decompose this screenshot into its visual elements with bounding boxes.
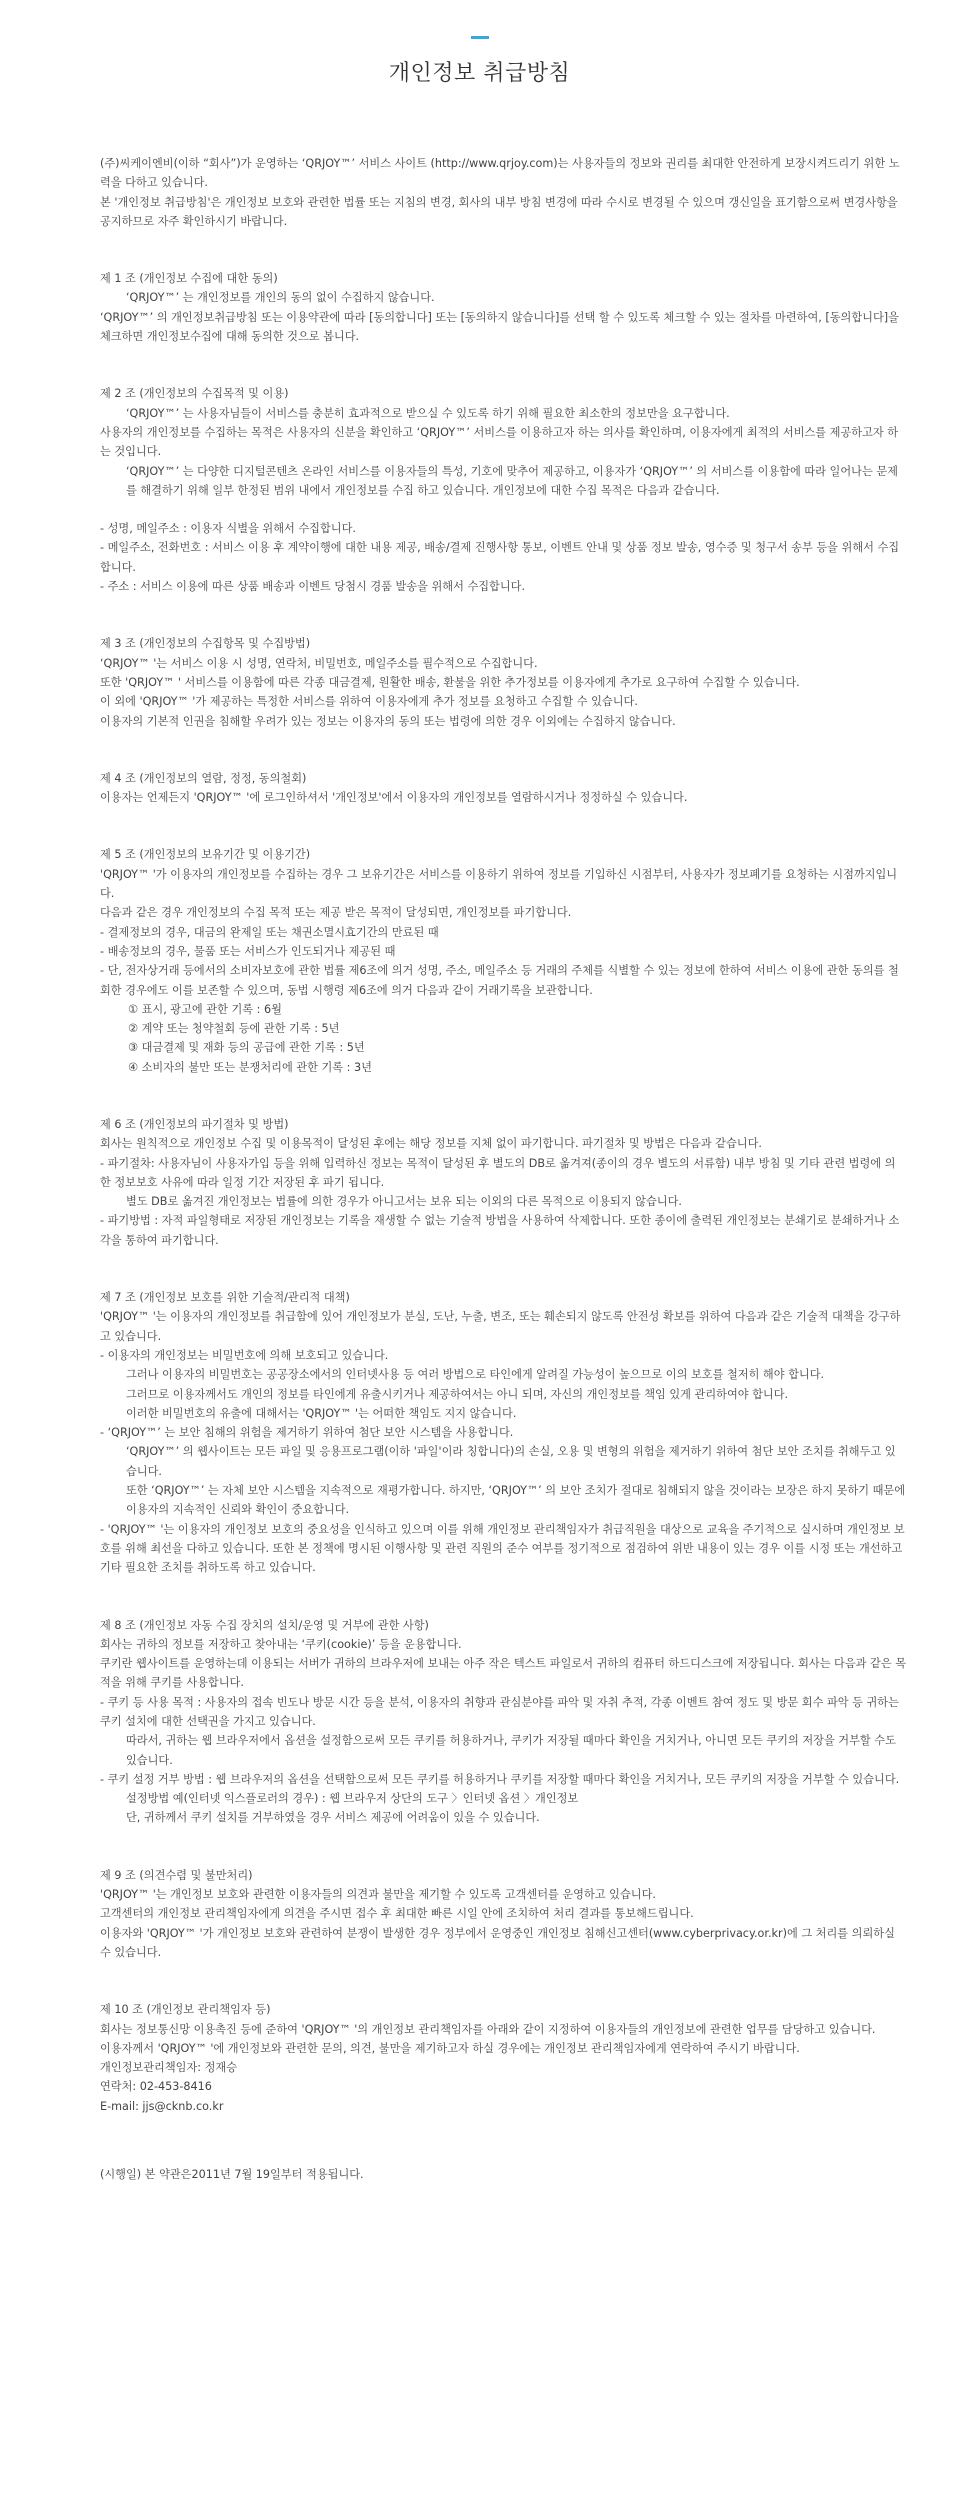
manager-email: E-mail: jjs@cknb.co.kr [100, 2099, 224, 2113]
article-text: 회사는 원칙적으로 개인정보 수집 및 이용목적이 달성된 후에는 해당 정보를 지체 없이 파기합니다. 파기절차 및 방법은 다음과 같습니다. [100, 1137, 762, 1151]
retention-item: ③ 대금결제 및 재화 등의 공급에 관한 기록 : 5년 [128, 1041, 365, 1055]
article-9 [100, 1847, 906, 1962]
article-text: 'QRJOY™ '는 이용자의 개인정보를 취급함에 있어 개인정보가 분실, 도난, 누출, 변조, 또는 훼손되지 않도록 안전성 확보를 위하여 다음과 같은 기술적 대책을 강구하고 있습니다. [100, 1310, 901, 1343]
article-text: 사용자의 개인정보를 수집하는 목적은 사용자의 신분을 확인하고 ‘QRJOY™’ 서비스를 이용하고자 하는 의사를 확인하며, 이용자에게 최적의 서비스를 제공하고자 하는 것입니다. [100, 425, 899, 459]
article-text: ‘QRJOY™’ 의 웹사이트는 모든 파일 및 응용프로그램(이하 '파일'이라 칭합니다)의 손실, 오용 및 변형의 위험을 제거하기 위하여 첨단 보안 조치를 취해두고 있습니다. [126, 1445, 896, 1478]
article-title: 제 7 조 (개인정보 보호를 위한 기술적/관리적 대책) [100, 1291, 350, 1305]
article-title: 제 10 조 (개인정보 관리책임자 등) [100, 2003, 271, 2017]
article-8 [100, 1597, 906, 1828]
article-text: ‘QRJOY™’ 는 다양한 디지털콘텐츠 온라인 서비스를 이용자들의 특성, 기호에 맞추어 제공하고, 이용자가 ‘QRJOY™’ 의 서비스를 이용함에 따라 일어나는 문제를 해결하기 위해 일부 한정된 범위 내에서 개인정보를 수집 하고 있습니다. 개인정보에 대한 수집 목적은 다음과 같습니다. [126, 464, 898, 497]
article-text: 이용자와 'QRJOY™ '가 개인정보 보호와 관련하여 분쟁이 발생한 경우 정부에서 운영중인 개인정보 침해신고센터(www.cyberprivacy.or.kr)에 그 처리를 의뢰하실 수 있습니다. [100, 1926, 895, 1959]
article-text: 이러한 비밀번호의 유출에 대해서는 'QRJOY™ '는 어떠한 책임도 지지 않습니다. [126, 1406, 517, 1420]
article-text: 다음과 같은 경우 개인정보의 수집 목적 또는 제공 받은 목적이 달성되면, 개인정보를 파기합니다. [100, 906, 572, 920]
article-list-item: - 쿠키 등 사용 목적 : 사용자의 접속 빈도나 방문 시간 등을 분석, 이용자의 취향과 관심분야를 파악 및 자취 추적, 각종 이벤트 참여 정도 및 방문 회수 파악 등 귀하는 쿠키 설치에 대한 선택권을 가지고 있습니다. [100, 1695, 899, 1728]
article-list-item: - 메일주소, 전화번호 : 서비스 이용 후 계약이행에 대한 내용 제공, 배송/결제 진행사항 통보, 이벤트 안내 및 상품 정보 발송, 영수증 및 청구서 송부 등을 위해서 수집합니다. [100, 541, 900, 574]
article-list-item: - 성명, 메일주소 : 이용자 식별을 위해서 수집합니다. [100, 522, 356, 536]
article-list-item: - 결제정보의 경우, 대금의 완제일 또는 채권소멸시효기간의 만료된 때 [100, 925, 439, 939]
article-text: 회사는 귀하의 정보를 저장하고 찾아내는 ‘쿠키(cookie)’ 등을 운용합니다. [100, 1637, 462, 1651]
article-title: 제 1 조 (개인정보 수집에 대한 동의) [100, 272, 278, 286]
article-list-item: - 단, 전자상거래 등에서의 소비자보호에 관한 법률 제6조에 의거 성명, 주소, 메일주소 등 거래의 주체를 식별할 수 있는 정보에 한하여 서비스 이용에 관한 동의를 철회한 경우에도 이를 보존할 수 있으며, 동법 시행령 제6조에 의거 다음과 같이 거래기록을 보관합니다. [100, 964, 899, 997]
intro-paragraph: (주)씨케이엔비(이하 “회사”)가 운영하는 ‘QRJOY™’ 서비스 사이트 (http://www.qrjoy.com)는 사용자들의 정보와 권리를 최대한 안전하게 보장시켜드리기 위한 노력을 다하고 있습니다. [100, 157, 900, 190]
article-5 [100, 826, 906, 1077]
article-title: 제 9 조 (의견수렴 및 불만처리) [100, 1868, 253, 1882]
article-text: 그러나 이용자의 비밀번호는 공공장소에서의 인터넷사용 등 여러 방법으로 타인에게 알려질 가능성이 높으므로 이의 보호를 철저히 해야 합니다. [126, 1368, 825, 1382]
article-text: ‘QRJOY™ '는 서비스 이용 시 성명, 연락처, 비밀번호, 메일주소를 필수적으로 수집합니다. [100, 656, 538, 670]
article-text: 이용자는 언제든지 'QRJOY™ '에 로그인하셔서 '개인정보'에서 이용자의 개인정보를 열람하시거나 정정하실 수 있습니다. [100, 791, 688, 805]
article-text: 또한 'QRJOY™ ' 서비스를 이용함에 따른 각종 대금결제, 원활한 배송, 환불을 위한 추가정보를 이용자에게 추가로 요구하여 수집할 수 있습니다. [100, 675, 800, 689]
article-text: 고객센터의 개인정보 관리책임자에게 의견을 주시면 접수 후 최대한 빠른 시일 안에 조치하여 처리 결과를 통보해드립니다. [100, 1907, 694, 1921]
article-title: 제 5 조 (개인정보의 보유기간 및 이용기간) [100, 848, 311, 862]
article-title: 제 8 조 (개인정보 자동 수집 장치의 설치/운영 및 거부에 관한 사항) [100, 1618, 429, 1632]
effective-date [100, 2135, 906, 2184]
manager-phone: 연락처: 02-453-8416 [100, 2080, 212, 2094]
article-list-item: - 주소 : 서비스 이용에 따른 상품 배송과 이벤트 당첨시 경품 발송을 위해서 수집합니다. [100, 580, 526, 594]
article-title: 제 3 조 (개인정보의 수집항목 및 수집방법) [100, 637, 311, 651]
article-list-item: - ‘QRJOY™’ 는 보안 침해의 위험을 제거하기 위하여 첨단 보안 시스템을 사용합니다. [100, 1426, 514, 1440]
article-text: 이 외에 'QRJOY™ '가 제공하는 특정한 서비스를 위하여 이용자에게 추가 정보를 요청하고 수집할 수 있습니다. [100, 695, 638, 709]
article-4 [100, 750, 906, 808]
title-accent-bar [471, 36, 489, 39]
article-text: ‘QRJOY™’ 의 개인정보취급방침 또는 이용약관에 따라 [동의합니다] 또는 [동의하지 않습니다]를 선택 할 수 있도록 체크할 수 있는 절차를 마련하여, [동의합니다]을 체크하면 개인정보수집에 대해 동의한 것으로 봅니다. [100, 310, 899, 344]
article-text: 이용자의 기본적 인권을 침해할 우려가 있는 정보는 이용자의 동의 또는 법령에 의한 경우 이외에는 수집하지 않습니다. [100, 714, 676, 728]
article-1 [100, 250, 906, 346]
article-text: 회사는 정보통신망 이용촉진 등에 준하여 'QRJOY™ '의 개인정보 관리책임자를 아래와 같이 지정하여 이용자들의 개인정보에 관련한 업무를 담당하고 있습니다. [100, 2022, 876, 2036]
article-text: 'QRJOY™ '는 개인정보 보호와 관련한 이용자들의 의견과 불만을 제기할 수 있도록 고객센터를 운영하고 있습니다. [100, 1888, 656, 1902]
page-title: 개인정보 취급방침 [388, 61, 571, 86]
manager-name: 개인정보관리책임자: 정재승 [100, 2061, 238, 2075]
article-text: 별도 DB로 옮겨진 개인정보는 법률에 의한 경우가 아니고서는 보유 되는 이외의 다른 목적으로 이용되지 않습니다. [126, 1195, 682, 1209]
article-text: 'QRJOY™ '가 이용자의 개인정보를 수집하는 경우 그 보유기간은 서비스를 이용하기 위하여 정보를 기입하신 시점부터, 사용자가 정보폐기를 요청하는 시점까지입니다. [100, 867, 898, 901]
article-list-item: - 이용자의 개인정보는 비밀번호에 의해 보호되고 있습니다. [100, 1348, 389, 1362]
article-text: 또한 ‘QRJOY™’ 는 자체 보안 시스템을 지속적으로 재평가합니다. 하지만, ‘QRJOY™’ 의 보안 조치가 절대로 침해되지 않을 것이라는 보장은 하지 못하기 때문에 이용자의 지속적인 신뢰와 확인이 중요합니다. [126, 1484, 906, 1517]
article-6 [100, 1096, 906, 1250]
article-text: 쿠키란 웹사이트를 운영하는데 이용되는 서버가 귀하의 브라우저에 보내는 아주 작은 텍스트 파일로서 귀하의 컴퓨터 하드디스크에 저장됩니다. 회사는 다음과 같은 목적을 위해 쿠키를 사용합니다. [100, 1657, 907, 1690]
article-text: ‘QRJOY™’ 는 사용자님들이 서비스를 충분히 효과적으로 받으실 수 있도록 하기 위해 필요한 최소한의 정보만을 요구합니다. [126, 406, 730, 420]
article-text: 따라서, 귀하는 웹 브라우저에서 옵션을 설정함으로써 모든 쿠키를 허용하거나, 쿠키가 저장될 때마다 확인을 거치거나, 아니면 모든 쿠키의 저장을 거부할 수도 있습니다. [126, 1734, 896, 1767]
article-list-item: - 'QRJOY™ '는 이용자의 개인정보 보호의 중요성을 인식하고 있으며 이를 위해 개인정보 관리책임자가 취급직원을 대상으로 교육을 주기적으로 실시하며 개인정보 보호를 위해 최선을 다하고 있습니다. 또한 본 정책에 명시된 이행사항 및 관련 직원의 준수 여부를 정기적으로 점검하여 위반 내용이 있는 경우 이를 시정 또는 개선하고 기타 필요한 조치를 취하도록 하고 있습니다. [100, 1522, 905, 1575]
retention-item: ④ 소비자의 불만 또는 분쟁처리에 관한 기록 : 3년 [128, 1060, 372, 1074]
intro [100, 154, 906, 231]
policy-body [100, 154, 906, 2196]
retention-item: ① 표시, 광고에 관한 기록 : 6월 [128, 1002, 282, 1016]
article-title: 제 6 조 (개인정보의 파기절차 및 방법) [100, 1117, 289, 1131]
article-text: 설정방법 예(인터넷 익스플로러의 경우) : 웹 브라우저 상단의 도구 〉인터넷 옵션 〉개인정보 [126, 1792, 579, 1806]
article-title: 제 2 조 (개인정보의 수집목적 및 이용) [100, 387, 289, 401]
effective-date-text: (시행일) 본 약관은2011년 7월 19일부터 적용됩니다. [100, 2168, 364, 2182]
article-2 [100, 365, 906, 596]
article-7 [100, 1269, 906, 1577]
retention-item: ② 계약 또는 청약철회 등에 관한 기록 : 5년 [128, 1022, 340, 1036]
article-3 [100, 615, 906, 730]
article-title: 제 4 조 (개인정보의 열람, 정정, 동의철회) [100, 771, 307, 785]
article-list-item: - 파기방법 : 자적 파일형태로 저장된 개인정보는 기록을 재생할 수 없는 기술적 방법을 사용하여 삭제합니다. 또한 종이에 출력된 개인정보는 분쇄기로 분쇄하거나 소각을 통하여 파기합니다. [100, 1214, 900, 1247]
intro-paragraph: 본 '개인정보 취급방침'은 개인정보 보호와 관련한 법률 또는 지침의 변경, 회사의 내부 방침 변경에 따라 수시로 변경될 수 있으며 갱신일을 표기함으로써 변경사항을 공지하므로 자주 확인하시기 바랍니다. [100, 195, 898, 228]
article-text: 그러므로 이용자께서도 개인의 정보를 타인에게 유출시키거나 제공하여서는 아니 되며, 자신의 개인정보를 책임 있게 관리하여야 합니다. [126, 1387, 789, 1401]
article-list-item: - 쿠키 설정 거부 방법 : 웹 브라우저의 옵션을 선택함으로써 모든 쿠키를 허용하거나 쿠키를 저장할 때마다 확인을 거치거나, 모든 쿠키의 저장을 거부할 수 있습니다. [100, 1772, 900, 1786]
article-text: 이용자께서 'QRJOY™ '에 개인정보와 관련한 문의, 의견, 불만을 제기하고자 하실 경우에는 개인정보 관리책임자에게 연락하여 주시기 바랍니다. [100, 2041, 800, 2055]
article-text: 단, 귀하께서 쿠키 설치를 거부하였을 경우 서비스 제공에 어려움이 있을 수 있습니다. [126, 1811, 540, 1825]
article-list-item: - 배송정보의 경우, 물품 또는 서비스가 인도되거나 제공된 때 [100, 944, 396, 958]
article-list-item: - 파기절차: 사용자님이 사용자가입 등을 위해 입력하신 정보는 목적이 달성된 후 별도의 DB로 옮겨져(종이의 경우 별도의 서류함) 내부 방침 및 기타 관련 법령에 의한 정보보호 사유에 따라 일정 기간 저장된 후 파기 됩니다. [100, 1156, 896, 1189]
article-10 [100, 1981, 906, 2116]
article-text: ‘QRJOY™’ 는 개인정보를 개인의 동의 없이 수집하지 않습니다. [126, 291, 435, 305]
